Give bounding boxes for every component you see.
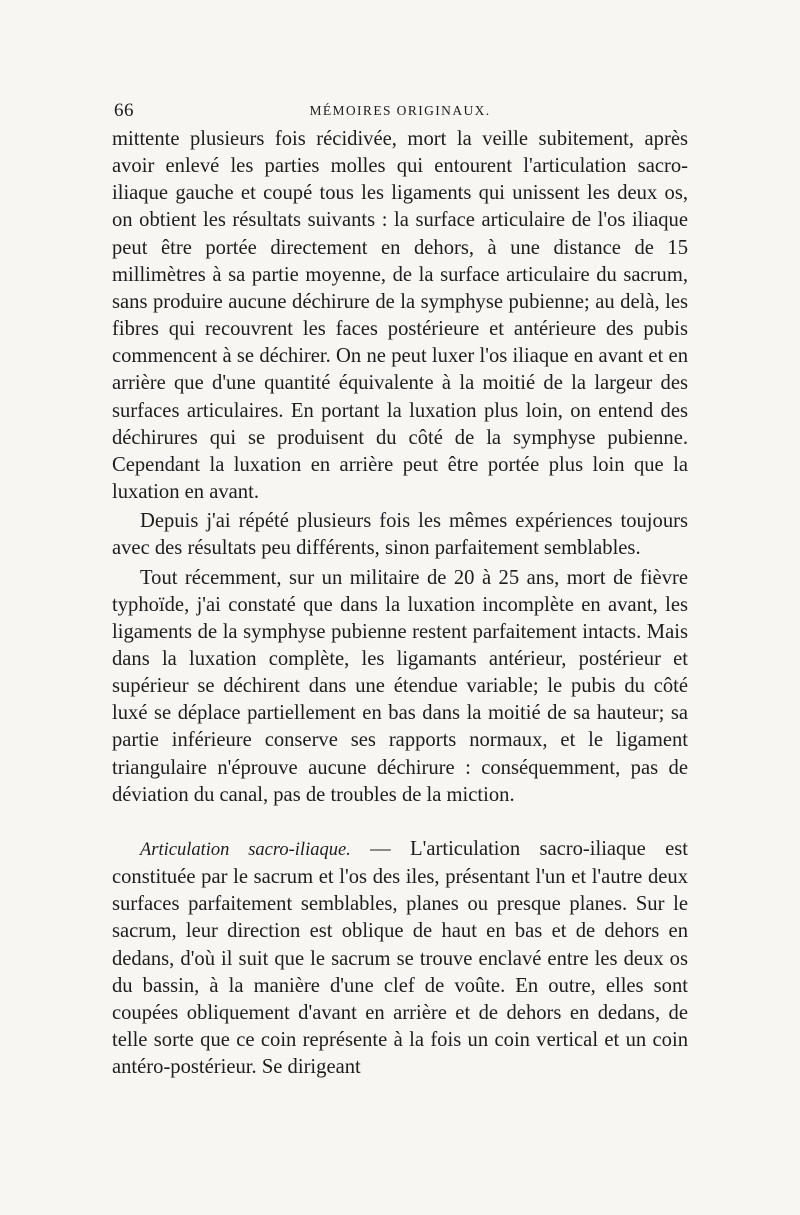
document-page [112, 96, 688, 1186]
paragraph-text: Tout récemment, sur un militaire de 20 à 25 ans, mort de fièvre typhoïde, j'ai constaté que dans la luxation incomplète en avant, les ligaments de la symphyse pubienne restent parfaitement intacts. Mais dans la luxation complète, les ligamants antérieur, postérieur et supérieur se déchirent dans une étendue variable; le pubis du côté luxé se déplace partiellement en bas dans la moitié de sa hauteur; sa partie inférieure conserve ses rapports normaux, et le ligament triangulaire n'éprouve aucune déchirure : conséquemment, pas de déviation du canal, pas de troubles de la miction. [112, 566, 688, 806]
paragraph-text: — L'articulation sacro-iliaque est constituée par le sacrum et l'os des iles, présentant l'un et l'autre deux surfaces parfaitement semblables, planes ou presque planes. Sur le sacrum, leur direction est oblique de haut en bas et de dehors en dedans, d'où il suit que le sacrum se trouve enclavé entre les deux os du bassin, à la manière d'une clef de voûte. En outre, elles sont coupées obliquement d'avant en arrière et de dehors en dedans, de telle sorte que ce coin représente à la fois un coin vertical et un coin antéro-postérieur. Se dirigeant [112, 837, 688, 1079]
running-title: MÉMOIRES ORIGINAUX. [309, 103, 491, 118]
paragraph-text: Depuis j'ai répété plusieurs fois les mêmes expériences toujours avec des résultats peu différents, sinon parfaitement semblables. [112, 510, 688, 560]
page-number: 66 [114, 100, 134, 121]
paragraph [112, 508, 688, 562]
paragraph-text: mittente plusieurs fois récidivée, mort la veille subitement, après avoir enlevé les parties molles qui entourent l'articulation sacro-iliaque gauche et coupé tous les ligaments qui unissent les deux os, on obtient les résultats suivants : la surface articulaire de l'os iliaque peut être portée directement en dehors, à une distance de 15 millimètres à sa partie moyenne, de la surface articulaire du sacrum, sans produire aucune déchirure de la symphyse pubienne; au delà, les fibres qui recouvrent les faces postérieure et antérieure des pubis commencent à se déchirer. On ne peut luxer l'os iliaque en avant et en arrière que d'une quantité équivalente à la moitié de la largeur des surfaces articulaires. En portant la luxation plus loin, on entend des déchirures qui se produisent du côté de la symphyse pubienne. Cependant la luxation en arrière peut être portée plus loin que la luxation en avant. [112, 128, 688, 504]
paragraph-continued [112, 126, 688, 506]
paragraph [112, 565, 688, 809]
section-paragraph [112, 836, 688, 1081]
running-header [112, 96, 688, 126]
body-text [112, 126, 688, 1081]
section-heading: Articulation sacro-iliaque. [140, 839, 351, 860]
